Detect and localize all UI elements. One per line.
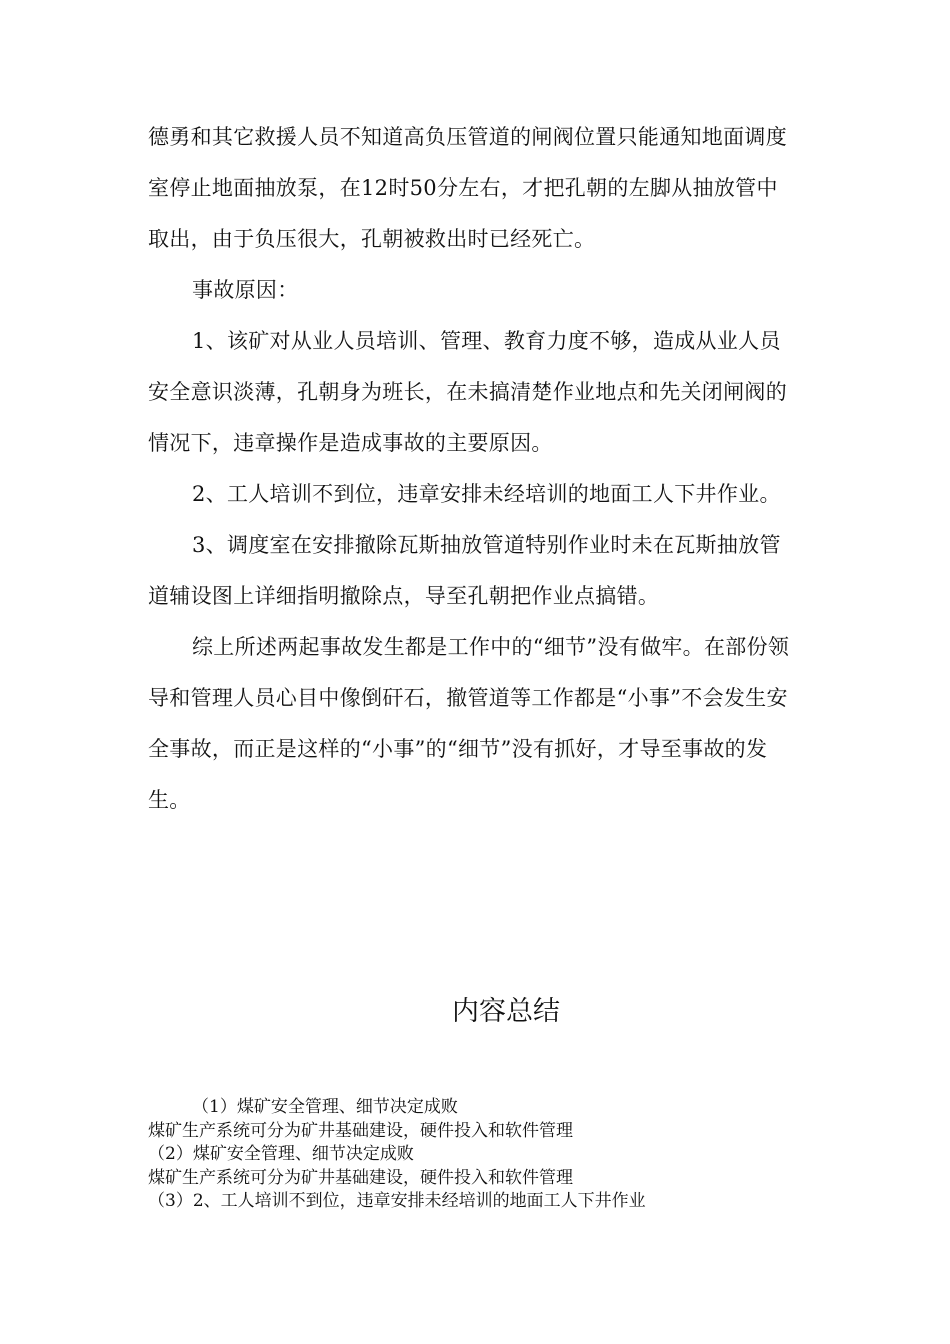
paragraph-conclusion: 综上所述两起事故发生都是工作中的“细节”没有做牢。在部份领导和管理人员心目中像倒矸石，撤管道等工作都是“小事”不会发生安全事故，而正是这样的“小事”的“细节”没有抓好，才导至事故的发生。 xyxy=(148,635,790,812)
summary-list xyxy=(148,1096,848,1214)
summary-line: （1）煤矿安全管理、细节决定成败 xyxy=(192,1097,458,1117)
paragraph-rescue: 德勇和其它救援人员不知道高负压管道的闸阀位置只能通知地面调度室停止地面抽放泵，在12时50分左右，才把孔朝的左脚从抽放管中取出，由于负压很大，孔朝被救出时已经死亡。 xyxy=(148,125,787,251)
summary-title: 内容总结 xyxy=(452,996,560,1027)
summary-line: 煤矿生产系统可分为矿井基础建设，硬件投入和软件管理 xyxy=(148,1120,573,1141)
body-text xyxy=(148,112,798,826)
paragraph-cause-3: 3、调度室在安排撤除瓦斯抽放管道特别作业时未在瓦斯抽放管道辅设图上详细指明撤除点，导至孔朝把作业点搞错。 xyxy=(148,533,781,608)
summary-line: （2）煤矿安全管理、细节决定成败 xyxy=(148,1144,414,1164)
summary-line: （3）2、工人培训不到位，违章安排未经培训的地面工人下井作业 xyxy=(148,1191,646,1211)
paragraph-cause-2: 2、工人培训不到位，违章安排未经培训的地面工人下井作业。 xyxy=(192,482,781,506)
paragraph-cause-heading: 事故原因： xyxy=(192,278,299,302)
summary-line: 煤矿生产系统可分为矿井基础建设，硬件投入和软件管理 xyxy=(148,1167,573,1188)
paragraph-cause-1: 1、该矿对从业人员培训、管理、教育力度不够，造成从业人员安全意识淡薄，孔朝身为班长，在未搞清楚作业地点和先关闭闸阀的情况下，违章操作是造成事故的主要原因。 xyxy=(148,329,787,455)
